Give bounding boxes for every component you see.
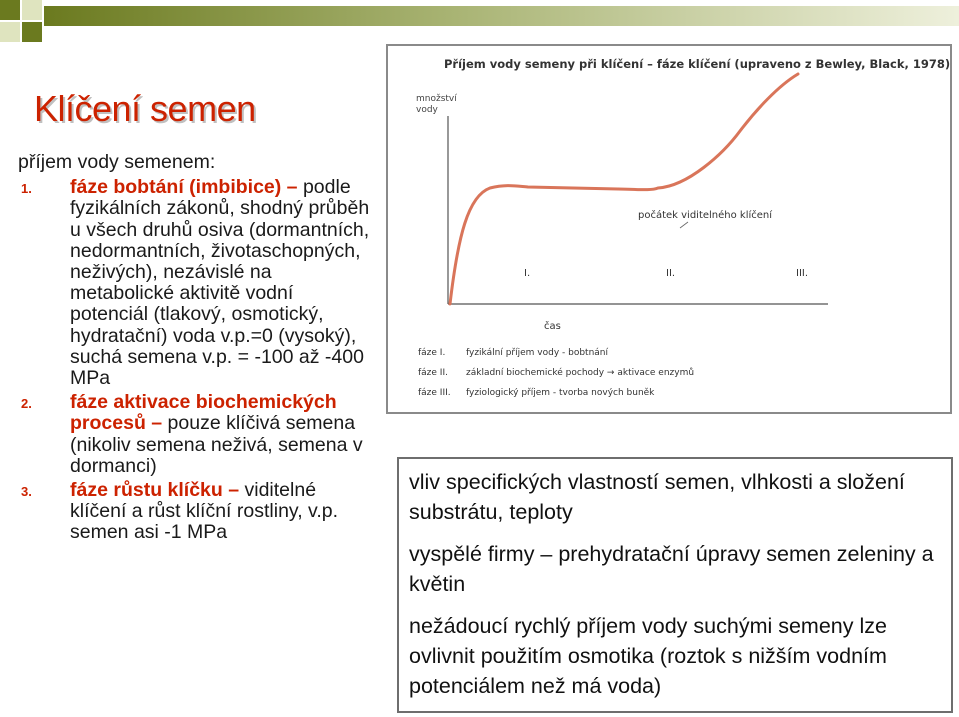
decor-square-dark [22, 22, 42, 42]
legend-phase-label: fáze I. [418, 348, 446, 358]
legend-phase-label: fáze III. [418, 388, 451, 398]
phase-label: I. [524, 268, 531, 279]
item-heading: fáze růstu klíčku – [70, 479, 240, 502]
item-heading: fáze bobtání (imbibice) – [70, 176, 298, 199]
item-heading: fáze aktivace biochemických procesů – [70, 391, 337, 435]
item-number: 1. [21, 181, 32, 197]
legend-phase-text: základní biochemické pochody → aktivace enzymů [466, 368, 695, 378]
header-gradient-bar [0, 0, 959, 30]
item-body: podle fyzikálních zákonů, shodný průběh u všech druhů osiva (dormantních, nedormantních, životaschopných, neživých), nezávislé na metabolické aktivitě vodní potenciál (tlakový, osmotický, hydratační) voda v.p.=0 (vysoký), suchá semena v.p. = -100 až -400 MPa [70, 176, 370, 390]
water-uptake-curve [450, 74, 798, 304]
legend-phase-text: fyzikální příjem vody - bobtnání [466, 348, 609, 358]
annotation-leader [680, 222, 688, 228]
figure-title: Příjem vody semeny při klíčení – fáze klíčení (upraveno z Bewley, Black, 1978) [444, 57, 950, 71]
legend-phase-label: fáze II. [418, 368, 448, 378]
item-body: pouze klíčivá semena (nikoliv semena neživá, semena v dormanci) [70, 412, 363, 477]
list-item [18, 177, 373, 389]
legend-phase-text: fyziologický příjem - tvorba nových buněk [466, 388, 655, 398]
water-uptake-diagram [388, 46, 950, 412]
x-axis-label: čas [544, 321, 561, 332]
list-item [18, 480, 373, 544]
item-number: 3. [21, 484, 32, 500]
decor-square-dark [0, 0, 20, 20]
water-uptake-figure [386, 44, 952, 414]
info-box [397, 457, 953, 713]
decor-square-light [22, 0, 42, 20]
y-axis-label-line1: množství [416, 94, 457, 104]
list-item [18, 392, 373, 477]
intro-text: příjem vody semenem: [18, 151, 216, 173]
item-number: 2. [21, 396, 32, 412]
annotation-visible-germination: počátek viditelného klíčení [638, 210, 773, 221]
left-text-block [18, 152, 373, 547]
info-paragraph: nežádoucí rychlý příjem vody suchými semeny lze ovlivnit použitím osmotika (roztok s nižším vodním potenciálem než má voda) [409, 614, 887, 698]
slide-title: Klíčení semen [34, 88, 256, 129]
y-axis-label-line2: vody [416, 105, 438, 115]
decor-square-light [0, 22, 20, 42]
item-body: viditelné klíčení a růst klíční rostliny, v.p. semen asi -1 MPa [70, 479, 339, 544]
phase-label: III. [796, 268, 809, 279]
info-paragraph: vyspělé firmy – prehydratační úpravy semen zeleniny a květin [409, 542, 934, 596]
phase-label: II. [666, 268, 676, 279]
info-paragraph: vliv specifických vlastností semen, vlhkosti a složení substrátu, teploty [409, 470, 905, 524]
